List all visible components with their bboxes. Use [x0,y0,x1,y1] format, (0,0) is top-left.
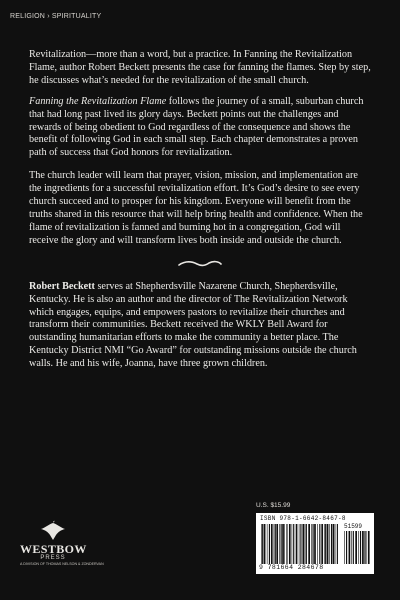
publisher-logo [20,520,104,567]
flourish-ornament [177,260,223,268]
westbow-dove-icon [38,520,68,542]
author-bio [29,281,371,371]
barcode-addon [344,531,370,564]
publisher-division: A DIVISION OF THOMAS NELSON & ZONDERVAN [20,562,104,566]
barcode-addon-number: 51599 [344,523,363,530]
blurb-paragraph-2-text: follows the journey of a small, suburban church that had long past lived its glory days. Beckett points out the challenges and rewards of being obedient to God regardless of the consequence and shows the benefit of following God in each small step. Each chapter demonstrates a proven path of success that God honors for revitalization. [29,95,364,159]
barcode-panel [256,513,374,574]
barcode-ean [261,524,339,564]
book-title-italic: Fanning the Revitalization Flame [29,95,167,107]
price-label: U.S. $15.99 [256,502,291,509]
cover-copy [29,49,371,381]
isbn-label: ISBN 978-1-6642-8467-8 [260,515,346,522]
blurb-paragraph-2 [29,96,371,161]
author-bio-text: serves at Shepherdsville Nazarene Church, Shepherdsville, Kentucky. He is also an author and the director of The Revitalization Network which engages, equips, and empowers pastors to revitalize their churches and transform their communities. Beckett received the WKLY Bell Award for outstanding humanitarian efforts to make the community a better place. The Kentucky District NMI “Go Award” for outstanding missions outside the church walls. He and his wife, Joanna, have three grown children. [29,280,357,370]
author-name: Robert Beckett [29,280,95,292]
category-label: RELIGION › SPIRITUALITY [10,13,102,20]
blurb-paragraph-1: Revitalization—more than a word, but a practice. In Fanning the Revitalization Flame, author Robert Beckett presents the case for fanning the flames. Step by step, he discusses what’s needed for the revitalization of the small church. [29,49,371,86]
barcode-number: 9 781664 284678 [259,564,324,571]
publisher-press: PRESS [40,555,66,561]
publisher-name: WESTBOW [20,542,87,556]
blurb-paragraph-3: The church leader will learn that prayer, vision, mission, and implementation are the ingredients for a successful revitalization effort. It’s God’s desire to see every church succeed and to prosper for his kingdom. Everyone will benefit from the truths shared in this resource that will help bring health and confidence. When the flame of revitalization is fanned and burning hot in a congregation, God will receive the glory and will transform lives both inside and outside the church. [29,170,363,246]
